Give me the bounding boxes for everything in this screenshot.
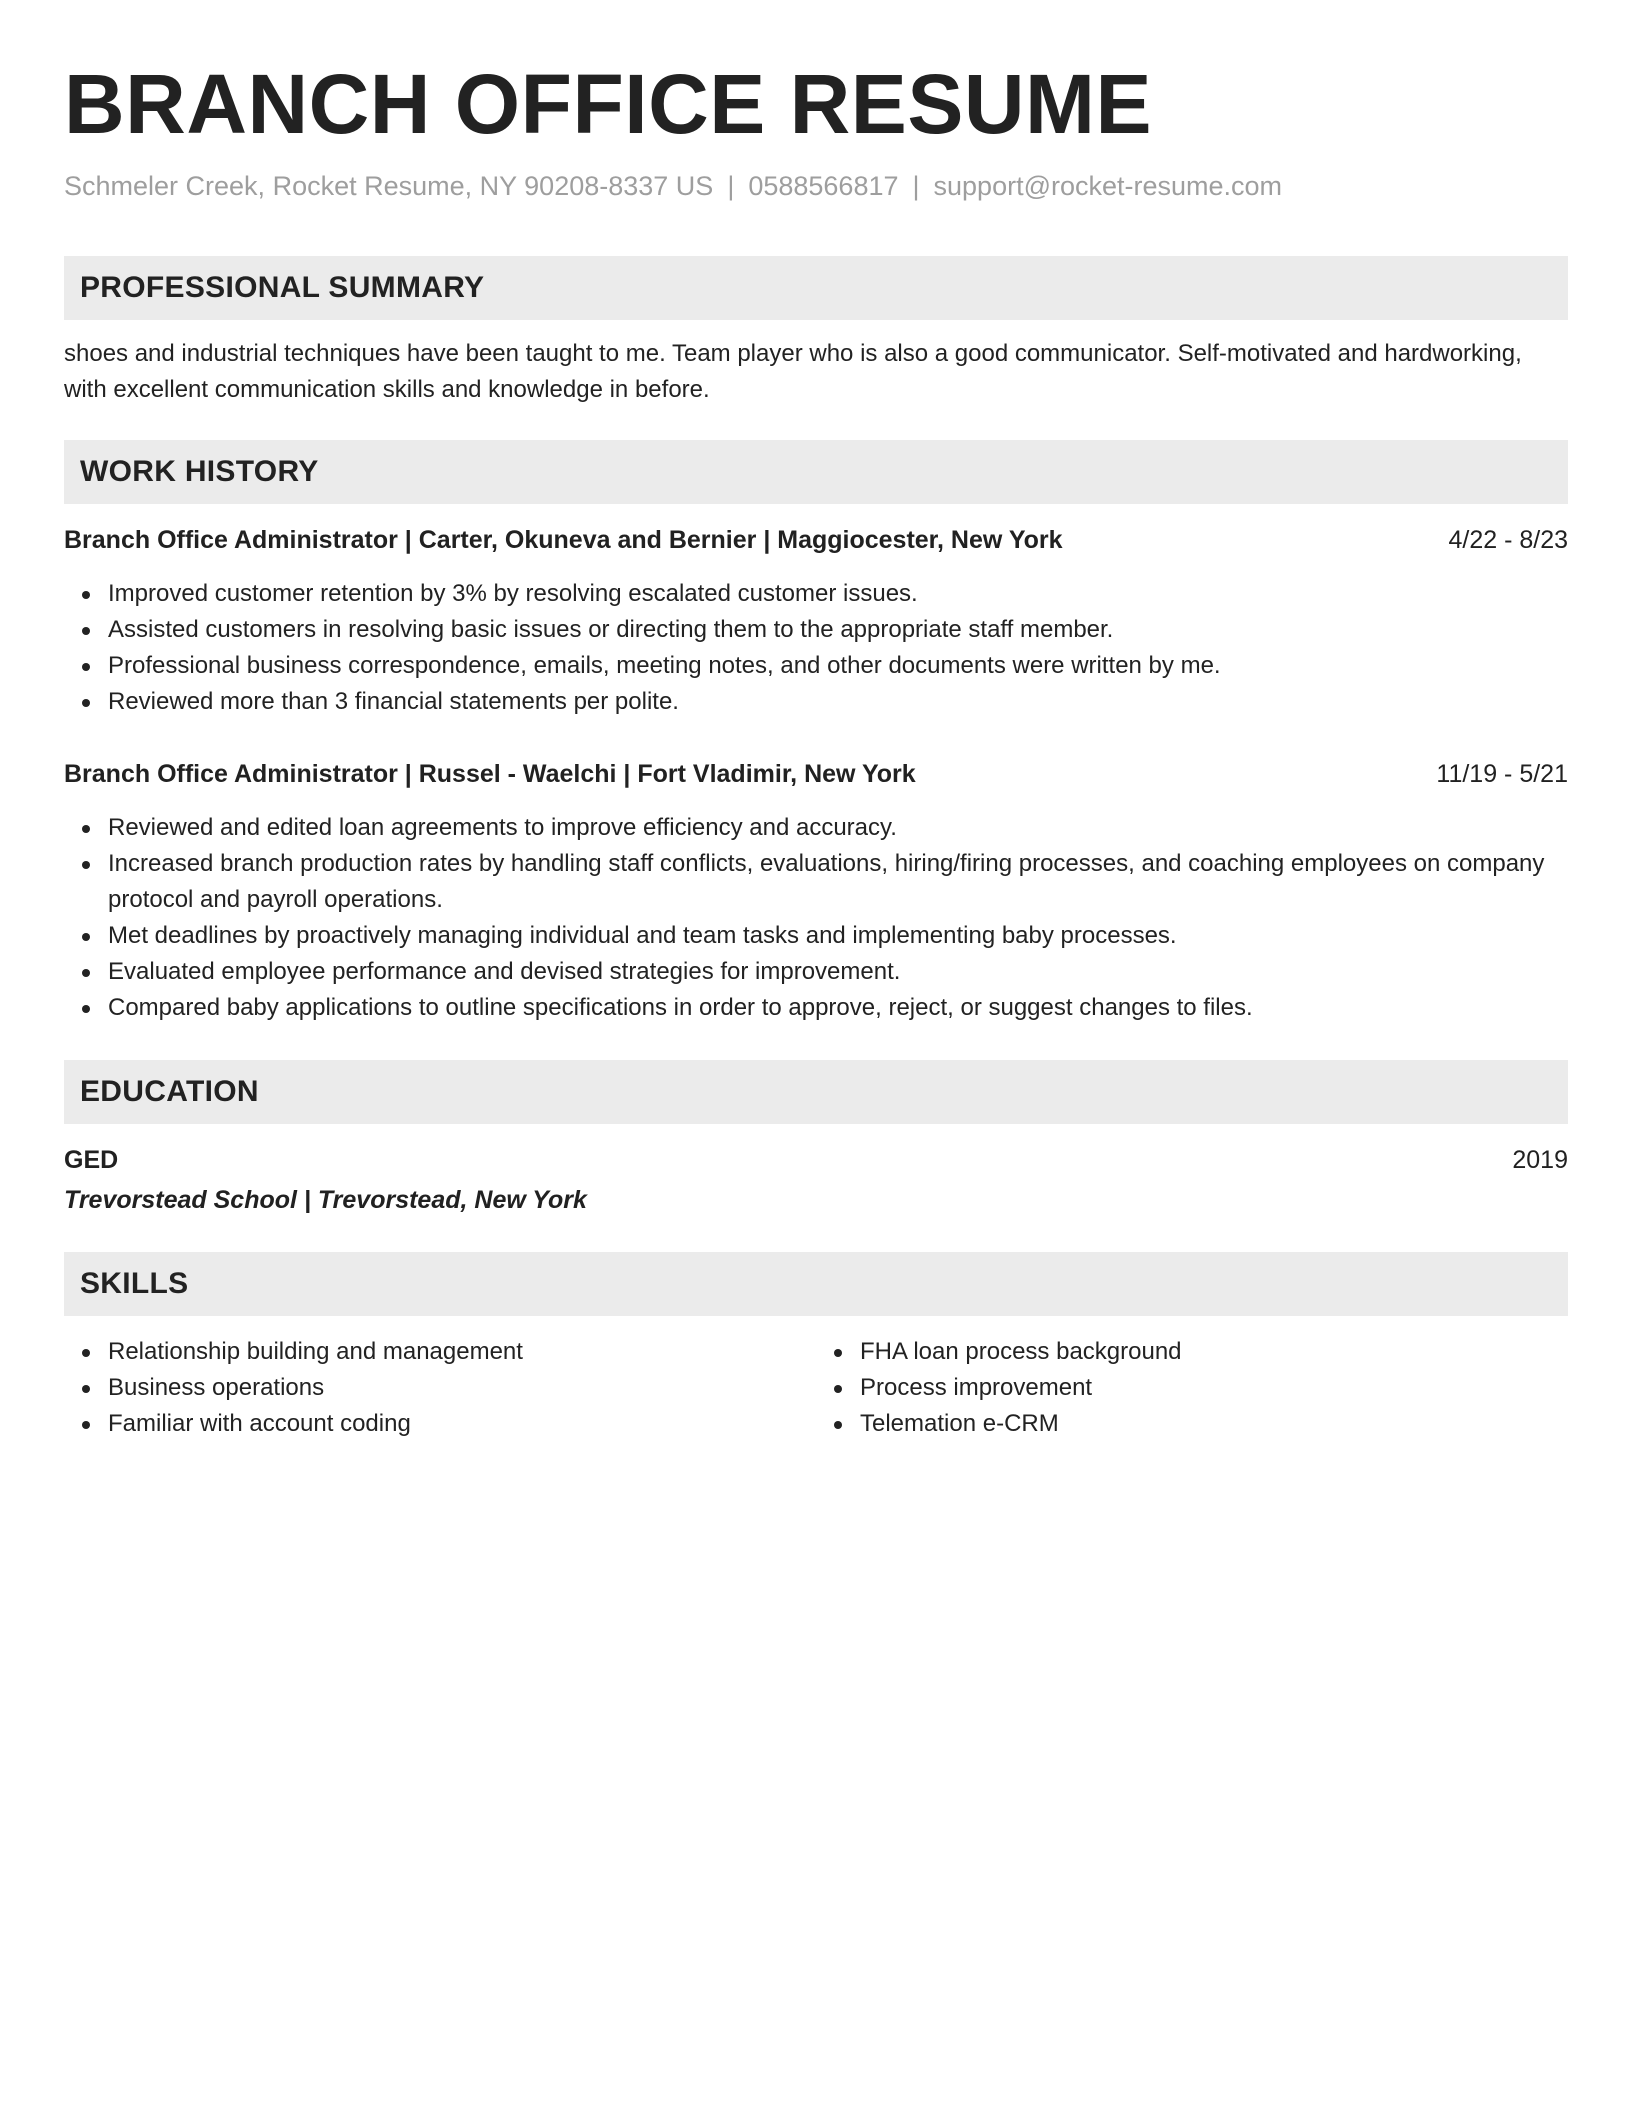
contact-email: support@rocket-resume.com: [933, 171, 1283, 201]
contact-address: Schmeler Creek, Rocket Resume, NY 90208-8337 US: [64, 171, 714, 201]
resume-title: BRANCH OFFICE RESUME: [64, 57, 1153, 151]
contact-phone: 0588566817: [748, 171, 899, 201]
summary-text: shoes and industrial techniques have been taught to me. Team player who is also a good communicator. Self-motivated and hardworking, with excellent communication skills and knowledge in before.: [64, 340, 1522, 403]
job-bullets: [64, 576, 1568, 720]
job-title: Branch Office Administrator | Carter, Okuneva and Bernier | Maggiocester, New York: [64, 526, 1063, 554]
work-history-heading: WORK HISTORY: [64, 440, 1568, 504]
summary-heading: PROFESSIONAL SUMMARY: [64, 256, 1568, 320]
job-header: [64, 756, 1568, 792]
job-bullet: Increased branch production rates by handling staff conflicts, evaluations, hiring/firing processes, and coaching employees on company protocol and payroll operations.: [108, 846, 1568, 918]
contact-line: [64, 168, 1568, 204]
skill-item: Business operations: [108, 1370, 816, 1406]
job-bullet: Reviewed and edited loan agreements to improve efficiency and accuracy.: [108, 810, 1568, 846]
job-bullet: Compared baby applications to outline specifications in order to approve, reject, or suggest changes to files.: [108, 990, 1568, 1026]
education-section: [64, 1060, 1568, 1218]
skill-item: Relationship building and management: [108, 1334, 816, 1370]
job-bullet: Reviewed more than 3 financial statements per polite.: [108, 684, 1568, 720]
education-entry: [64, 1142, 1568, 1218]
contact-separator: |: [912, 171, 920, 201]
contact-separator: |: [727, 171, 735, 201]
job-bullet: Assisted customers in resolving basic issues or directing them to the appropriate staff member.: [108, 612, 1568, 648]
skills-list-right: [816, 1334, 1568, 1442]
job-entry: [64, 522, 1568, 720]
job-bullet: Professional business correspondence, emails, meeting notes, and other documents were written by me.: [108, 648, 1568, 684]
skill-item: FHA loan process background: [860, 1334, 1568, 1370]
job-bullet: Improved customer retention by 3% by resolving escalated customer issues.: [108, 576, 1568, 612]
skills-section: [64, 1252, 1568, 1442]
summary-section: [64, 256, 1568, 408]
job-title: Branch Office Administrator | Russel - Waelchi | Fort Vladimir, New York: [64, 760, 916, 788]
job-dates: 11/19 - 5/21: [1436, 760, 1568, 788]
job-dates: 4/22 - 8/23: [1448, 526, 1568, 554]
education-heading: EDUCATION: [64, 1060, 1568, 1124]
job-entry: [64, 756, 1568, 1026]
skill-item: Telemation e-CRM: [860, 1406, 1568, 1442]
education-degree: GED: [64, 1146, 119, 1174]
job-header: [64, 522, 1568, 558]
work-history-section: [64, 440, 1568, 1026]
skills-columns: [64, 1334, 1568, 1442]
education-year: 2019: [1512, 1146, 1568, 1174]
education-school: Trevorstead School | Trevorstead, New York: [64, 1186, 587, 1214]
job-bullets: [64, 810, 1568, 1026]
skills-heading: SKILLS: [64, 1252, 1568, 1316]
skills-list-left: [64, 1334, 816, 1442]
job-bullet: Met deadlines by proactively managing individual and team tasks and implementing baby processes.: [108, 918, 1568, 954]
skill-item: Process improvement: [860, 1370, 1568, 1406]
job-bullet: Evaluated employee performance and devised strategies for improvement.: [108, 954, 1568, 990]
skill-item: Familiar with account coding: [108, 1406, 816, 1442]
education-header: [64, 1142, 1568, 1178]
